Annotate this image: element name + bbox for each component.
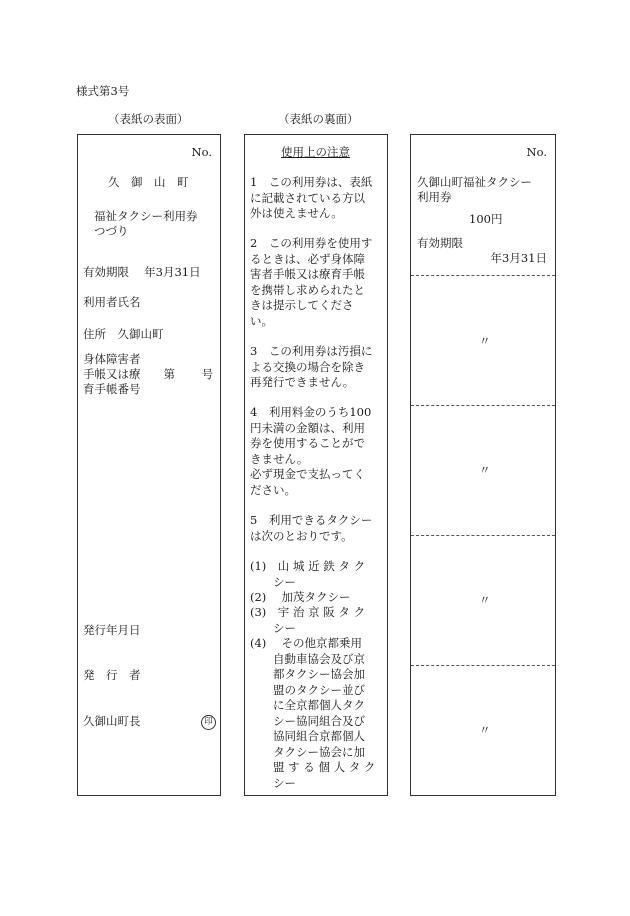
note-item-4: 4 利用料金のうち100 円未満の金額は、利用 券を使用することがで きません。 必ず現金で支払ってく ださい。 bbox=[250, 405, 372, 497]
ticket-title-line1: 久御山町福祉タクシー bbox=[417, 175, 532, 189]
taxi-company-4: (4) その他京都乗用 自動車協会及び京 都タクシー協会加 盟のタクシー並び に全京都個人タク シー協同組合及び 協同組合京都個人 タクシー協会に加 盟 す る 個 人 タ ク シー bbox=[250, 636, 376, 790]
booklet-title-line2: つづり bbox=[94, 224, 129, 238]
notes-heading: 使用上の注意 bbox=[281, 145, 350, 159]
note-item-5: 5 利用できるタクシー は次のとおりです。 bbox=[250, 513, 373, 543]
ticket-amount: 100円 bbox=[469, 212, 503, 226]
taxi-company-2: (2) 加茂タクシー bbox=[250, 590, 351, 604]
ticket-strip-panel bbox=[410, 134, 556, 796]
mayor-label: 久御山町長 bbox=[83, 714, 141, 728]
form-number-label: 様式第3号 bbox=[76, 84, 130, 98]
issue-date-label: 発行年月日 bbox=[83, 623, 141, 637]
taxi-company-1: (1) 山 城 近 鉄 タ ク シー bbox=[250, 559, 366, 589]
ticket-expiry-label: 有効期限 bbox=[417, 236, 463, 250]
note-item-2: 2 この利用券を使用す るときは、必ず身体障 害者手帳又は療育手帳 を携帯し求められたと きは提示してくださ い。 bbox=[250, 236, 373, 328]
ticket-no-label: No. bbox=[526, 145, 547, 159]
front-cover-panel bbox=[77, 134, 221, 796]
certificate-line2: 手帳又は療 第 号 bbox=[83, 367, 214, 381]
ticket-ditto-mark: 〃 bbox=[479, 463, 491, 477]
perforation-line bbox=[411, 275, 555, 276]
certificate-line1: 身体障害者 bbox=[83, 352, 141, 366]
note-item-1: 1 この利用券は、表紙 に記載されている方以 外は使えません。 bbox=[250, 175, 373, 220]
ticket-expiry-date: 年3月31日 bbox=[490, 251, 547, 265]
usage-notes-panel bbox=[244, 134, 388, 796]
front-no-label: No. bbox=[191, 145, 212, 159]
ticket-ditto-mark: 〃 bbox=[479, 334, 491, 348]
booklet-title-line1: 福祉タクシー利用券 bbox=[94, 209, 198, 223]
perforation-line bbox=[411, 665, 555, 666]
ticket-ditto-mark: 〃 bbox=[479, 593, 491, 607]
seal-mark-icon: 印 bbox=[201, 715, 216, 730]
address-label: 住所 久御山町 bbox=[83, 327, 164, 341]
front-expiry: 有効期限 年3月31日 bbox=[83, 265, 201, 279]
town-name: 久 御 山 町 bbox=[108, 175, 189, 189]
perforation-line bbox=[411, 535, 555, 536]
taxi-company-3: (3) 宇 治 京 阪 タ ク シー bbox=[250, 605, 366, 635]
user-name-label: 利用者氏名 bbox=[83, 295, 141, 309]
ticket-title-line2: 利用券 bbox=[417, 190, 452, 204]
perforation-line bbox=[411, 405, 555, 406]
ticket-ditto-mark: 〃 bbox=[479, 723, 491, 737]
note-item-3: 3 この利用券は汚損に よる交換の場合を除き 再発行できません。 bbox=[250, 344, 373, 389]
back-cover-caption: （表紙の裏面） bbox=[278, 112, 359, 126]
certificate-line3: 育手帳番号 bbox=[83, 382, 141, 396]
front-cover-caption: （表紙の表面） bbox=[108, 112, 189, 126]
issuer-label: 発 行 者 bbox=[83, 668, 141, 682]
